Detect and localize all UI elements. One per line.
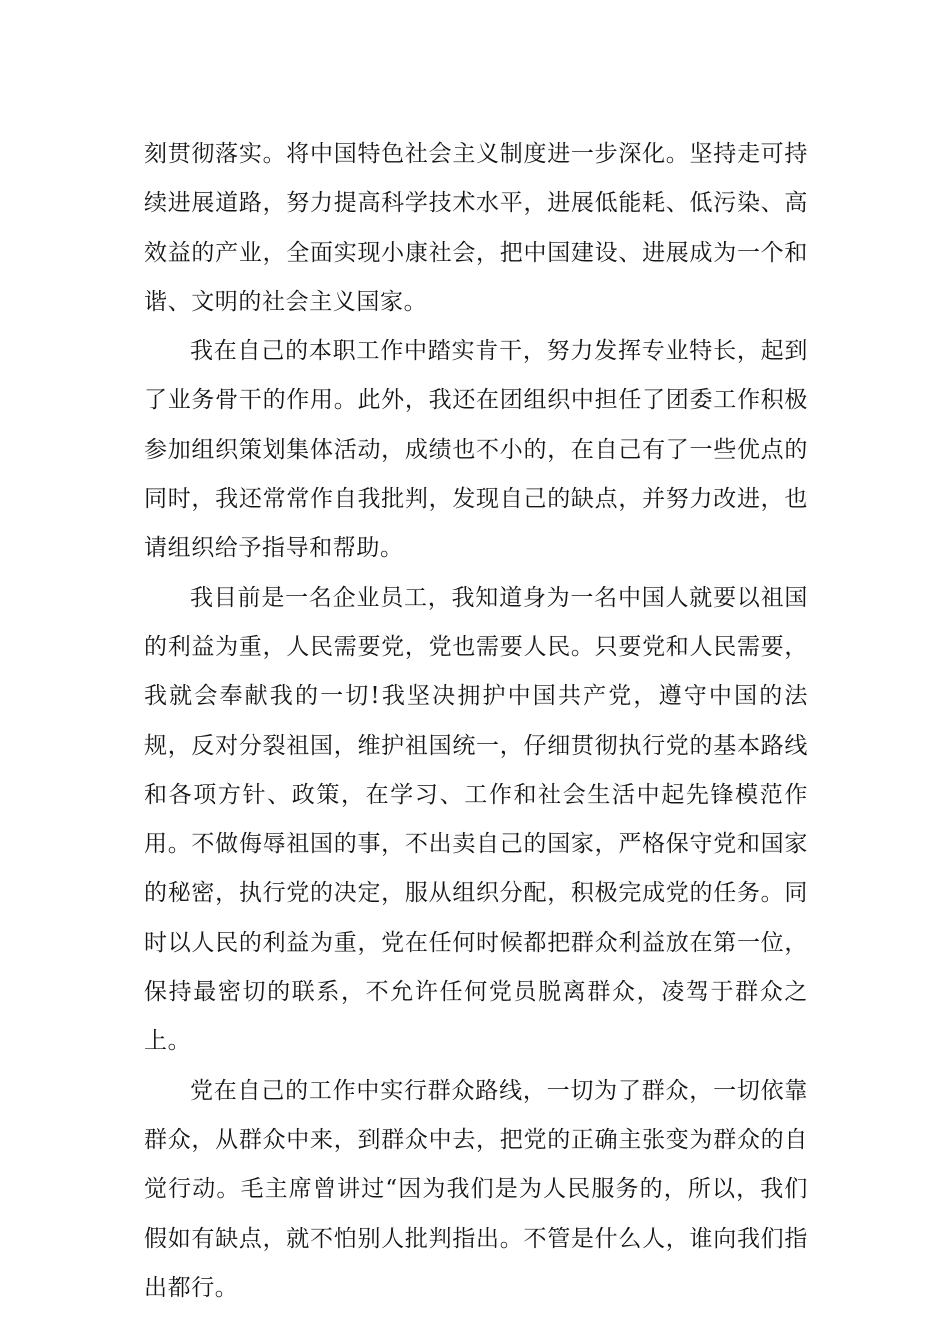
paragraph-1: 刻贯彻落实。将中国特色社会主义制度进一步深化。坚持走可持续进展道路，努力提高科学技术水平，进展低能耗、低污染、高效益的产业，全面实现小康社会，把中国建设、进展成为一个和谐、文明的社会主义国家。 xyxy=(144,141,808,315)
paragraph-3: 我目前是一名企业员工，我知道身为一名中国人就要以祖国的利益为重，人民需要党，党也需要人民。只要党和人民需要，我就会奉献我的一切!我坚决拥护中国共产党，遵守中国的法规，反对分裂祖国，维护祖国统一，仔细贯彻执行党的基本路线和各项方针、政策，在学习、工作和社会生活中起先锋模范作用。不做侮辱祖国的事，不出卖自己的国家，严格保守党和国家的秘密，执行党的决定，服从组织分配，积极完成党的任务。同时以人民的利益为重，党在任何时候都把群众利益放在第一位，保持最密切的联系，不允许任何党员脱离群众，凌驾于群众之上。 xyxy=(144,584,808,1055)
paragraph-2: 我在自己的本职工作中踏实肯干，努力发挥专业特长，起到了业务骨干的作用。此外，我还在团组织中担任了团委工作积极参加组织策划集体活动，成绩也不小的，在自己有了一些优点的同时，我还常常作自我批判，发现自己的缺点，并努力改进，也请组织给予指导和帮助。 xyxy=(144,338,808,562)
document-body xyxy=(144,130,808,1313)
paragraph-4: 党在自己的工作中实行群众路线，一切为了群众，一切依靠群众，从群众中来，到群众中去，把党的正确主张变为群众的自觉行动。毛主席曾讲过“因为我们是为人民服务的，所以，我们假如有缺点，就不怕别人批判指出。不管是什么人，谁向我们指出都行。 xyxy=(144,1077,808,1301)
